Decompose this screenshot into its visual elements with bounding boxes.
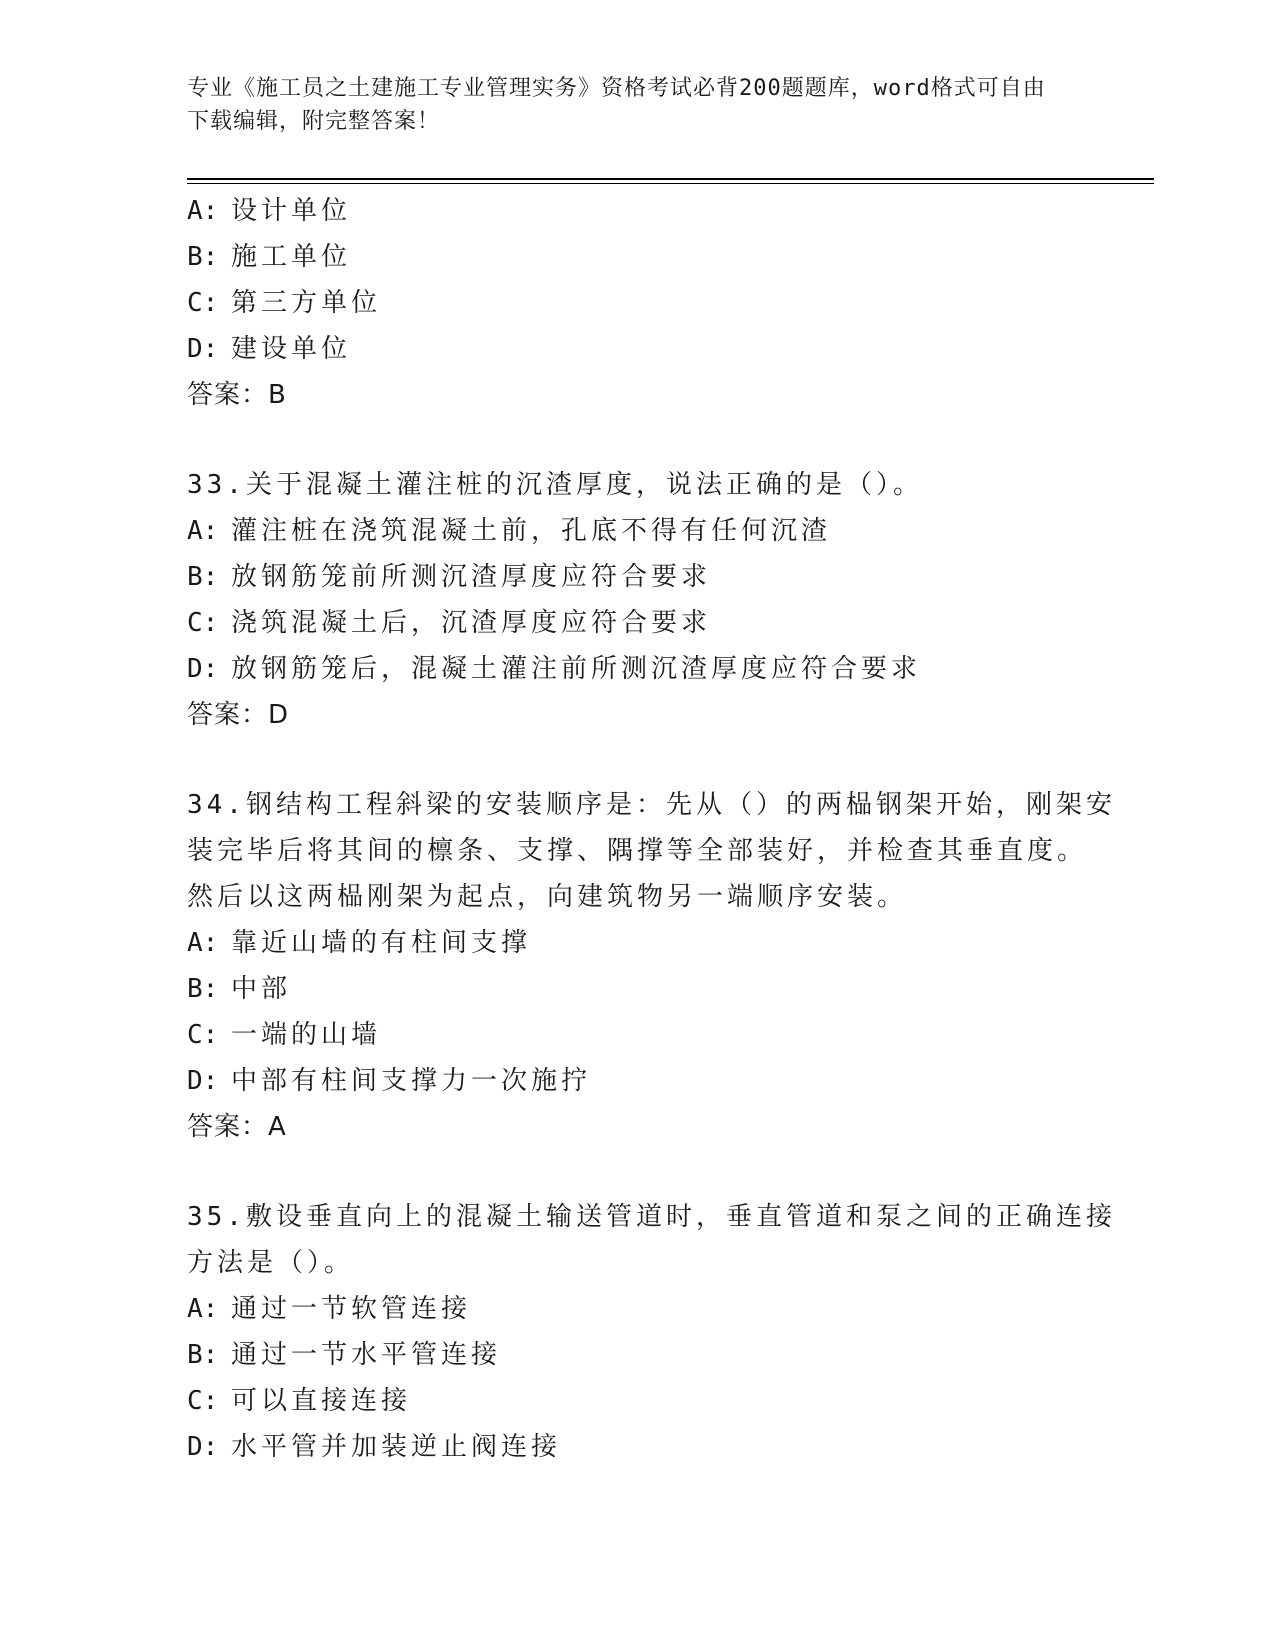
option-b: B: 施工单位 (187, 242, 352, 272)
question-stem-line: 35.敷设垂直向上的混凝土输送管道时，垂直管道和泵之间的正确连接 (187, 1202, 1116, 1232)
option-d: D: 放钢筋笼后，混凝土灌注前所测沉渣厚度应符合要求 (187, 654, 922, 684)
document-header: 专业《施工员之土建施工专业管理实务》资格考试必背200题题库，word格式可自由下载编辑，附完整答案！ (187, 76, 1046, 134)
option-b: B: 通过一节水平管连接 (187, 1340, 502, 1370)
option-d: D: 中部有柱间支撑力一次施拧 (187, 1066, 592, 1096)
option-b: B: 放钢筋笼前所测沉渣厚度应符合要求 (187, 562, 712, 592)
question-stem-line: 然后以这两榀刚架为起点，向建筑物另一端顺序安装。 (187, 882, 908, 912)
question-stem-line: 34.钢结构工程斜梁的安装顺序是：先从（）的两榀钢架开始，刚架安 (187, 790, 1116, 820)
option-d: D: 建设单位 (187, 334, 352, 364)
option-c: C: 可以直接连接 (187, 1386, 412, 1416)
option-c: C: 一端的山墙 (187, 1020, 382, 1050)
option-a: A: 靠近山墙的有柱间支撑 (187, 928, 532, 958)
question-list (187, 188, 1116, 1470)
header-rule-thick (187, 178, 1154, 180)
option-a: A: 灌注桩在浇筑混凝土前，孔底不得有任何沉渣 (187, 516, 832, 546)
option-a: A: 设计单位 (187, 196, 352, 226)
question-block-35 (187, 1194, 1116, 1470)
question-stem-line: 装完毕后将其间的檩条、支撑、隅撑等全部装好，并检查其垂直度。 (187, 836, 1088, 866)
option-c: C: 第三方单位 (187, 288, 382, 318)
option-d: D: 水平管并加装逆止阀连接 (187, 1432, 562, 1462)
question-stem-line: 方法是（）。 (187, 1248, 355, 1278)
option-b: B: 中部 (187, 974, 292, 1004)
question-block-34 (187, 782, 1116, 1150)
question-stem: 33.关于混凝土灌注桩的沉渣厚度，说法正确的是（）。 (187, 470, 923, 500)
question-block-33 (187, 462, 1087, 738)
answer-line: 答案：B (187, 380, 287, 410)
answer-line: 答案：D (187, 700, 290, 730)
answer-line: 答案：A (187, 1112, 287, 1142)
header-rule-thin (187, 183, 1154, 184)
option-a: A: 通过一节软管连接 (187, 1294, 472, 1324)
option-c: C: 浇筑混凝土后，沉渣厚度应符合要求 (187, 608, 712, 638)
question-block-32 (187, 188, 1087, 418)
